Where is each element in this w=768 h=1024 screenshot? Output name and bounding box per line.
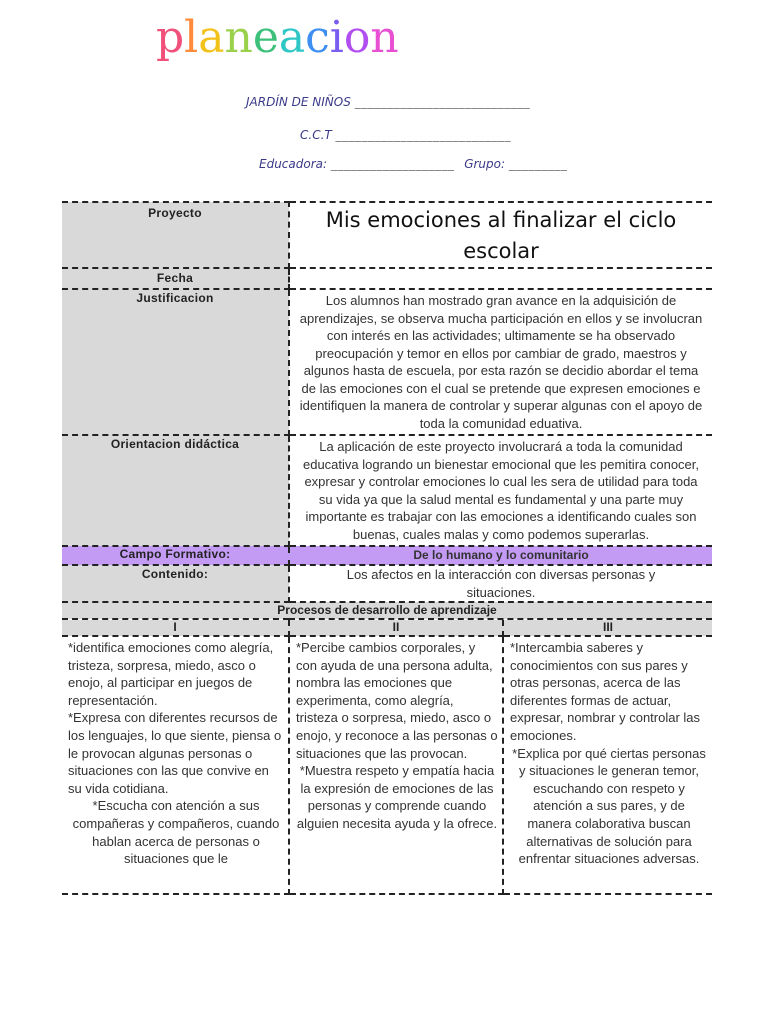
- title-letter: n: [224, 12, 253, 63]
- jardin-blank: ___________________________: [354, 95, 531, 109]
- col2-item-2: *Muestra respeto y empatía hacia la expresión de emociones de las personas y comprende cuando alguien necesita ayuda y la ofrece.: [296, 763, 498, 831]
- row-campo: [62, 546, 712, 565]
- contenido-label: Contenido:: [62, 565, 289, 602]
- justificacion-label: Justificacion: [62, 289, 289, 435]
- justificacion-text: Los alumnos han mostrado gran avance en la adquisición de aprendizajes, se observa mucha participación en ellos y se involucran con interés en las actividades; ultimamente se ha observado preocupación y temor en ellos por cambiar de grado, maestros y algunos hasta de escuela, por esta razón se decidio abordar el tema de las emociones con el cual se pretende que expresen emociones e identifiquen la manera de controlar y superar algunas con el apoyo de toda la comunidad eduativa.: [289, 289, 712, 435]
- row-proyecto: [62, 202, 712, 268]
- title-letter: i: [329, 12, 344, 63]
- cct-blank: ___________________________: [335, 128, 512, 142]
- proyecto-label: Proyecto: [62, 202, 289, 268]
- title-letter: n: [370, 12, 399, 63]
- cct-line: [300, 128, 511, 142]
- title-letter: p: [156, 12, 185, 63]
- jardin-label: JARDÍN DE NIÑOS: [246, 95, 351, 109]
- title-letter: o: [343, 12, 371, 63]
- col-label-1: I: [62, 620, 289, 636]
- contenido-value: Los afectos en la interacción con diversas personas y situaciones.: [289, 565, 712, 602]
- jardin-line: [246, 95, 530, 109]
- col-label-3: III: [503, 620, 712, 636]
- fecha-label: Fecha: [62, 268, 289, 289]
- grupo-blank: _________: [508, 157, 568, 171]
- row-procesos: [62, 602, 712, 619]
- title-letter: e: [252, 12, 279, 63]
- col2-item-1: *Percibe cambios corporales, y con ayuda de una persona adulta, nombra las emociones que experimenta, como alegría, tristeza o sorpresa, miedo, asco o enojo, y reconoce a las personas o situaciones que las provocan.: [296, 640, 498, 761]
- title-letter: a: [278, 12, 306, 63]
- col3-item-1: *Intercambia saberes y conocimientos con sus pares y otras personas, acerca de las diferentes formas de actuar, expresar, nombrar y controlar las emociones.: [510, 640, 701, 743]
- procesos-table: [62, 620, 712, 895]
- project-title: Mis emociones al finalizar el ciclo escolar: [325, 208, 677, 263]
- procesos-label: Procesos de desarrollo de aprendizaje: [62, 602, 712, 619]
- grupo-label: Grupo:: [464, 157, 506, 171]
- fecha-value: [289, 268, 712, 289]
- orientacion-label: Orientacion didáctica: [62, 435, 289, 546]
- row-orientacion: [62, 435, 712, 546]
- col-1-content: [62, 636, 289, 894]
- col1-item-3: *Escucha con atención a sus compañeras y compañeros, cuando hablan acerca de personas o situaciones que le: [72, 798, 280, 867]
- col3-item-2: *Explica por qué ciertas personas y situaciones le generan temor, escuchando con respeto y atención a sus pares, y de manera colaborativa buscan alternativas de solución para enfrentar situaciones adversas.: [512, 745, 706, 867]
- educadora-blank: ___________________: [330, 157, 455, 171]
- col1-item-2: *Expresa con diferentes recursos de los lenguajes, lo que siente, piensa o le provocan algunas personas o situaciones con las que convive en su vida cotidiana.: [68, 710, 282, 796]
- planning-table: [62, 201, 712, 895]
- title-letter: l: [184, 12, 199, 63]
- title-letter: c: [305, 12, 330, 63]
- row-procesos-cols: [62, 619, 712, 895]
- col-label-2: II: [289, 620, 503, 636]
- title-letter: a: [198, 12, 225, 63]
- educadora-line: [259, 157, 567, 171]
- campo-label: Campo Formativo:: [62, 546, 289, 565]
- col1-item-1: *identifica emociones como alegría, tristeza, sorpresa, miedo, asco o enojo, al participar en juegos de representación.: [68, 640, 274, 708]
- col-2-content: [289, 636, 503, 894]
- page-title: [156, 12, 399, 63]
- row-fecha: [62, 268, 712, 289]
- row-contenido: [62, 565, 712, 602]
- orientacion-text: La aplicación de este proyecto involucrará a toda la comunidad educativa logrando un bienestar emocional que les pemitira conocer, expresar y controlar emociones lo cual les sera de utilidad para toda su vida ya que la salud mental es fundamental y una parte muy importante es trabajar con las emociones a identificando cuales son buenas, cuales malas y como podemos superarlas.: [289, 435, 712, 546]
- row-justificacion: [62, 289, 712, 435]
- educadora-label: Educadora:: [259, 157, 328, 171]
- cct-label: C.C.T: [300, 128, 332, 142]
- col-3-content: [503, 636, 712, 894]
- campo-value: De lo humano y lo comunitario: [289, 546, 712, 565]
